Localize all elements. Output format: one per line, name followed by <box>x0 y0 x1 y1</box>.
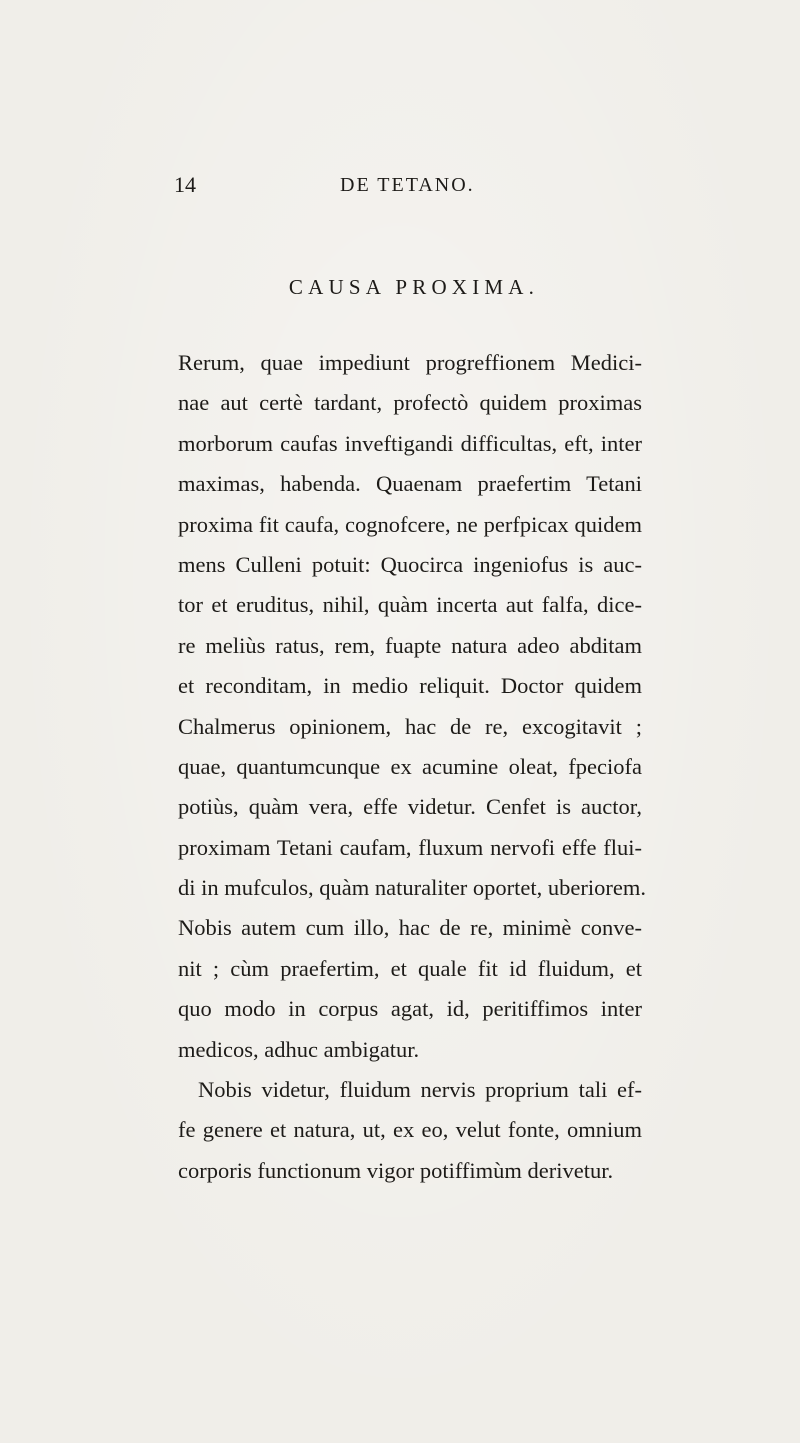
paragraph-2 <box>178 1070 642 1191</box>
text-line: proxima fit caufa, cognofcere, ne perfpicax quidem <box>178 511 642 537</box>
text-line: potiùs, quàm vera, effe videtur. Cenfet is auctor, <box>178 794 642 820</box>
paragraph-1 <box>178 343 646 1070</box>
text-line: et reconditam, in medio reliquit. Doctor quidem <box>178 673 642 699</box>
text-line: morborum caufas inveftigandi difficultas, eft, inter <box>178 430 642 456</box>
text-line: Chalmerus opinionem, hac de re, excogitavit ; <box>178 713 642 739</box>
running-title: DE TETANO. <box>340 174 475 196</box>
text-line: medicos, adhuc ambigatur. <box>178 1036 420 1062</box>
section-heading: CAUSA PROXIMA. <box>288 275 540 299</box>
text-line: re meliùs ratus, rem, fuapte natura adeo abditam <box>178 632 642 658</box>
text-line: quae, quantumcunque ex acumine oleat, fpeciofa <box>178 753 642 779</box>
running-head <box>0 170 800 204</box>
text-line: proximam Tetani caufam, fluxum nervofi effe flui- <box>178 834 642 860</box>
text-line: di in mufculos, quàm naturaliter oportet, uberiorem. <box>178 875 646 901</box>
text-line: Rerum, quae impediunt progreffionem Medici- <box>178 350 642 375</box>
text-line: tor et eruditus, nihil, quàm incerta aut falfa, dice- <box>178 592 642 618</box>
text-line: nae aut certè tardant, profectò quidem proximas <box>178 390 642 416</box>
text-line: mens Culleni potuit: Quocirca ingeniofus is auc- <box>178 551 642 577</box>
page-number: 14 <box>174 172 196 197</box>
text-line: quo modo in corpus agat, id, peritiffimos inter <box>178 996 642 1022</box>
text-line: Nobis videtur, fluidum nervis proprium tali ef- <box>198 1077 642 1102</box>
text-line: Nobis autem cum illo, hac de re, minimè conve- <box>178 915 642 941</box>
text-line: fe genere et natura, ut, ex eo, velut fonte, omnium <box>178 1117 642 1143</box>
text-line: corporis functionum vigor potiffimùm derivetur. <box>178 1157 614 1183</box>
text-line: maximas, habenda. Quaenam praefertim Tetani <box>178 471 642 497</box>
text-line: nit ; cùm praefertim, et quale fit id fluidum, et <box>178 955 642 981</box>
